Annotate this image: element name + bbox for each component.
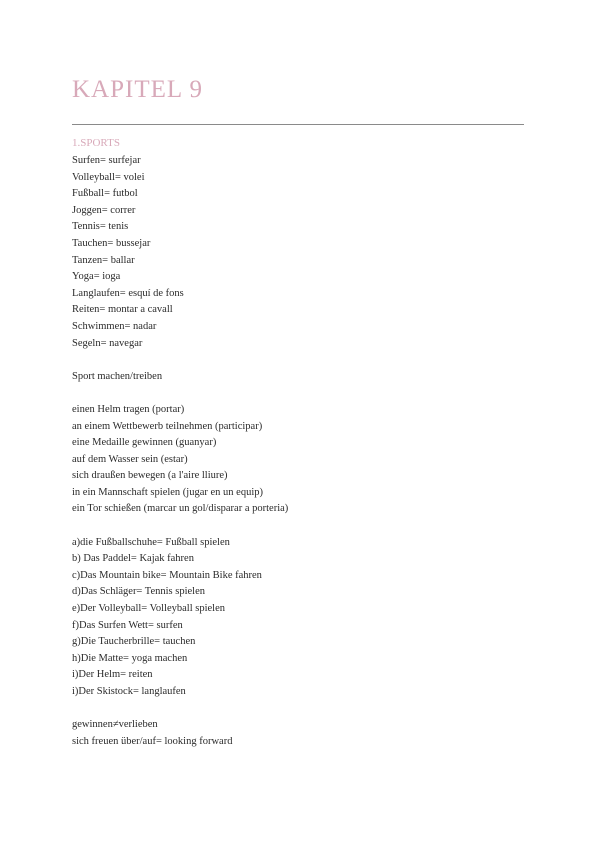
- text-line: Segeln= navegar: [72, 337, 143, 349]
- blank-line: [72, 518, 288, 535]
- text-line: i)Der Skistock= langlaufen: [72, 686, 186, 697]
- text-line: Tanzen= ballar: [72, 254, 135, 266]
- text-line: Langlaufen= esquí de fons: [72, 287, 184, 299]
- text-line: h)Die Matte= yoga machen: [72, 652, 188, 664]
- text-line: a)die Fußballschuhe= Fußball spielen: [72, 536, 230, 548]
- text-line: g)Die Taucherbrille= tauchen: [72, 636, 196, 648]
- vocabulary-list: [72, 153, 288, 750]
- text-line: in ein Mannschaft spielen (jugar en un equip): [72, 486, 263, 498]
- text-line: Schwimmen= nadar: [72, 320, 157, 332]
- text-line: gewinnen≠verlieben: [72, 719, 158, 731]
- text-line: sich draußen bewegen (a l'aire lliure): [72, 470, 228, 482]
- text-line: b) Das Paddel= Kajak fahren: [72, 553, 194, 565]
- text-line: Tauchen= bussejar: [72, 237, 151, 249]
- text-line: Joggen= correr: [72, 204, 136, 216]
- text-line: an einem Wettbewerb teilnehmen (participar): [72, 420, 263, 432]
- blank-line: [72, 701, 288, 718]
- text-line: einen Helm tragen (portar): [72, 403, 185, 415]
- text-line: d)Das Schläger= Tennis spielen: [72, 586, 206, 598]
- text-line: eine Medaille gewinnen (guanyar): [72, 437, 217, 449]
- text-line: Yoga= ioga: [72, 271, 121, 283]
- title-divider: [72, 124, 524, 125]
- text-line: i)Der Helm= reiten: [72, 669, 153, 681]
- text-line: Volleyball= volei: [72, 171, 145, 183]
- text-line: Reiten= montar a cavall: [72, 304, 173, 316]
- text-line: f)Das Surfen Wett= surfen: [72, 619, 183, 631]
- section-heading: 1.SPORTS: [72, 137, 120, 149]
- text-line: Sport machen/treiben: [72, 370, 163, 382]
- text-line: c)Das Mountain bike= Mountain Bike fahren: [72, 569, 262, 581]
- text-line: e)Der Volleyball= Volleyball spielen: [72, 603, 225, 615]
- page-title: KAPITEL 9: [72, 76, 203, 103]
- text-line: sich freuen über/auf= looking forward: [72, 735, 233, 747]
- text-line: Fußball= futbol: [72, 188, 138, 200]
- blank-line: [72, 385, 288, 402]
- text-line: auf dem Wasser sein (estar): [72, 453, 188, 465]
- blank-line: [72, 352, 288, 369]
- text-line: Surfen= surfejar: [72, 155, 141, 166]
- text-line: Tennis= tenis: [72, 221, 129, 233]
- text-line: ein Tor schießen (marcar un gol/disparar a porteria): [72, 503, 289, 515]
